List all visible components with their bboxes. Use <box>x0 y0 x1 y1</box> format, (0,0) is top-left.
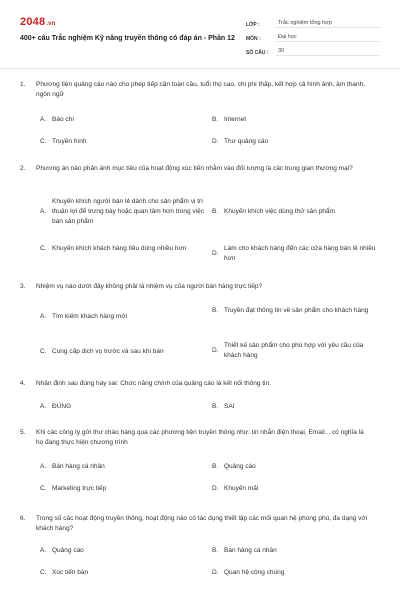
option-letter: C. <box>40 569 47 576</box>
option-text: Internet <box>224 116 247 123</box>
option-a[interactable] <box>40 462 200 472</box>
option-b[interactable] <box>212 546 372 556</box>
option-letter: A. <box>40 208 47 215</box>
option-b[interactable] <box>212 462 372 472</box>
option-text: Khuyến mãi <box>224 485 259 492</box>
option-b[interactable] <box>212 115 372 125</box>
question-stem <box>20 282 380 292</box>
option-text: Marketing trực tiếp <box>52 485 107 492</box>
question-stem <box>20 80 380 100</box>
option-letter: C. <box>40 138 47 145</box>
option-text: Bán hàng cá nhân <box>224 547 277 554</box>
option-letter: D. <box>212 569 219 576</box>
question-text: Trong số các hoạt động truyền thông, hoạt động nào có tác dụng thiết lập các mối quan hệ phong phú, đa dạng với khách hàng? <box>36 515 368 532</box>
question-number: 3. <box>20 283 26 290</box>
question-3 <box>20 282 380 370</box>
option-a[interactable] <box>40 312 204 322</box>
option-letter: B. <box>212 463 219 470</box>
option-text: Khuyến khích khách hàng tiêu dùng nhiều hơn <box>52 245 187 252</box>
info-label: MÔN : <box>246 36 261 42</box>
option-d[interactable] <box>212 137 372 147</box>
option-c[interactable] <box>40 347 212 357</box>
option-text: Khuyến khích người bán lẻ dành cho sản phẩm vị trí thuận lợi để trưng bày hoặc quan tâm hơn trong việc bán sản phẩm <box>52 198 204 225</box>
option-letter: B. <box>212 403 219 410</box>
question-number: 1. <box>20 81 26 88</box>
option-c[interactable] <box>40 484 200 494</box>
question-2 <box>20 164 380 276</box>
option-a[interactable] <box>40 402 200 412</box>
question-stem <box>20 164 380 174</box>
option-letter: A. <box>40 116 47 123</box>
info-value: Đại học <box>276 34 380 42</box>
info-row-class <box>246 16 380 28</box>
option-text: Truyền đạt thông tin về sản phẩm cho khách hàng <box>224 307 369 314</box>
option-letter: D. <box>212 250 219 257</box>
option-letter: A. <box>40 547 47 554</box>
option-text: Truyền hình <box>52 138 87 145</box>
question-6 <box>20 514 380 584</box>
option-text: Cung cấp dịch vụ trước và sau khi bán <box>52 348 164 355</box>
question-text: Phương tiện quảng cáo nào cho phép tiếp cận toàn cầu, tuổi thọ cao, chi phí thấp, kết hợp cả hình ảnh, âm thanh, ngôn ngữ <box>36 81 366 98</box>
option-letter: D. <box>212 138 219 145</box>
option-a[interactable] <box>40 115 200 125</box>
question-stem <box>20 379 380 389</box>
question-text: Nhận định sau đúng hay sai: Chức năng chính của quảng cáo là kết nối thông tin. <box>36 380 271 387</box>
option-letter: A. <box>40 313 47 320</box>
option-text: ĐÚNG <box>52 403 72 410</box>
option-text: SAI <box>224 403 235 410</box>
option-d[interactable] <box>212 568 372 578</box>
option-letter: C. <box>40 485 47 492</box>
option-d[interactable] <box>212 341 380 361</box>
info-label: LỚP : <box>246 22 260 28</box>
option-text: Thư quảng cáo <box>224 138 269 145</box>
info-value: Trắc nghiệm tổng hợp <box>276 20 380 28</box>
option-letter: C. <box>40 245 47 252</box>
option-c[interactable] <box>40 568 200 578</box>
option-text: Xúc tiến bán <box>52 569 89 576</box>
option-a[interactable] <box>40 197 204 227</box>
option-letter: B. <box>212 307 219 314</box>
info-label: SỐ CÂU : <box>246 50 269 56</box>
question-text: Phương án nào phản ánh mục tiêu của hoạt động xúc tiến nhằm vào đối tượng là các trung gian thương mại? <box>36 165 353 172</box>
info-row-subject <box>246 30 380 42</box>
option-b[interactable] <box>212 306 380 316</box>
option-b[interactable] <box>212 207 380 217</box>
option-text: Quảng cáo <box>224 463 256 470</box>
option-letter: B. <box>212 208 219 215</box>
question-stem <box>20 428 380 448</box>
option-text: Bán hàng cá nhân <box>52 463 105 470</box>
option-letter: D. <box>212 347 219 354</box>
option-letter: A. <box>40 463 47 470</box>
document-title: 400+ câu Trắc nghiệm Kỹ năng truyền thông có đáp án - Phần 12 <box>20 35 235 42</box>
option-letter: B. <box>212 547 219 554</box>
option-letter: A. <box>40 403 47 410</box>
question-stem <box>20 514 380 534</box>
question-text: Nhiệm vụ nào dưới đây không phải là nhiệm vụ của người bán hàng trực tiếp? <box>36 283 263 290</box>
option-letter: C. <box>40 348 47 355</box>
option-text: Làm cho khách hàng đến các cửa hàng bán lẻ nhiều hơn <box>224 245 376 262</box>
option-letter: B. <box>212 116 219 123</box>
option-letter: D. <box>212 485 219 492</box>
option-text: Quan hệ công chúng <box>224 569 285 576</box>
option-text: Khuyến khích việc dùng thử sản phẩm <box>224 208 335 215</box>
option-c[interactable] <box>40 137 200 147</box>
option-text: Báo chí <box>52 116 75 123</box>
option-text: Tìm kiếm khách hàng mới <box>52 313 128 320</box>
option-a[interactable] <box>40 546 200 556</box>
option-text: Thiết kế sản phẩm cho phù hợp với yêu cầu của khách hàng <box>224 342 364 359</box>
question-number: 5. <box>20 429 26 436</box>
option-d[interactable] <box>212 484 372 494</box>
question-text: Khi các công ty gửi thư chào hàng qua các phương tiện truyền thông như: tin nhắn điện thoại, Email... có nghĩa là họ đang thực hiện chương trình <box>36 429 364 446</box>
site-logo[interactable]: 2048.vn <box>20 16 56 28</box>
info-value: 30 <box>276 48 380 56</box>
question-1 <box>20 80 380 158</box>
info-row-question-count <box>246 44 380 56</box>
question-5 <box>20 428 380 502</box>
document-header <box>20 16 380 60</box>
option-c[interactable] <box>40 244 204 254</box>
question-4 <box>20 379 380 419</box>
document-info-panel <box>246 16 380 58</box>
header-divider <box>0 68 400 69</box>
question-number: 4. <box>20 380 26 387</box>
question-number: 2. <box>20 165 26 172</box>
option-b[interactable] <box>212 402 372 412</box>
question-number: 6. <box>20 515 26 522</box>
option-text: Quảng cáo <box>52 547 84 554</box>
option-d[interactable] <box>212 244 380 264</box>
